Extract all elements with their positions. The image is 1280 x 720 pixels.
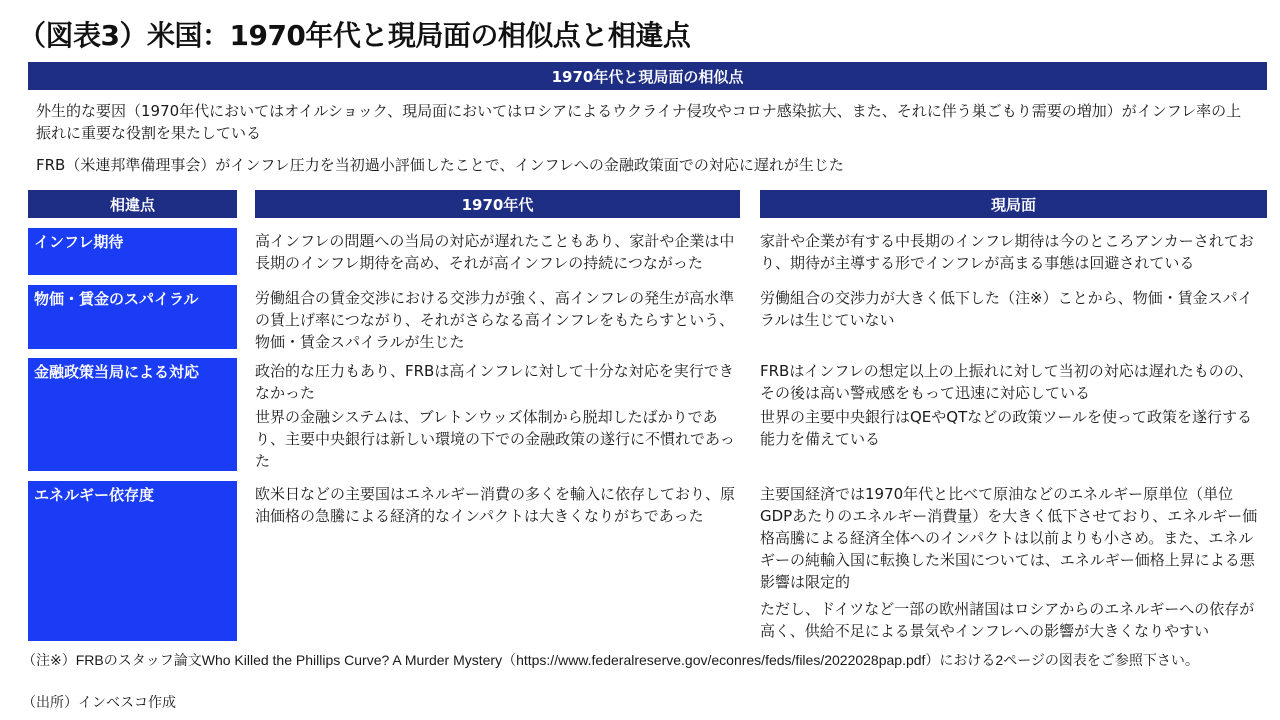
differences-column-header: 相違点 <box>28 190 237 218</box>
cell-current: 家計や企業が有する中長期のインフレ期待は今のところアンカーされており、期待が主導する形でインフレが高まる事態は回避されている <box>760 232 1254 272</box>
cell-current: 世界の主要中央銀行はQEやQTなどの政策ツールを使って政策を遂行する能力を備えている <box>760 408 1252 448</box>
current-column-header: 現局面 <box>760 190 1267 218</box>
cell-1970s: 世界の金融システムは、ブレトンウッズ体制から脱却したばかりであり、主要中央銀行は新しい環境の下での金融政策の遂行に不慣れであった <box>255 408 735 470</box>
footnote: （注※）FRBのスタッフ論文Who Killed the Phillips Curve? A Murder Mystery（https://www.federalreserve.gov/econres/feds/files/2022028pap.pdf）における2ページの図表をご参照下さい。 <box>22 652 1199 668</box>
similarity-item: 外生的な要因（1970年代においてはオイルショック、現局面においてはロシアによるウクライナ侵攻やコロナ感染拡大、また、それに伴う巣ごもり需要の増加）がインフレ率の上振れに重要な役割を果たしている <box>36 102 1242 142</box>
cell-current: FRBはインフレの想定以上の上振れに対して当初の対応は遅れたものの、その後は高い警戒感をもって迅速に対応している <box>760 362 1254 402</box>
cell-current: ただし、ドイツなど一部の欧州諸国はロシアからのエネルギーへの依存が高く、供給不足による景気やインフレへの影響が大きくなりやすい <box>760 600 1255 640</box>
page-title: （図表3）米国：1970年代と現局面の相似点と相違点 <box>18 19 691 52</box>
cell-current: 労働組合の交渉力が大きく低下した（注※）ことから、物価・賃金スパイラルは生じていない <box>760 289 1253 329</box>
cell-1970s: 欧米日などの主要国はエネルギー消費の多くを輸入に依存しており、原油価格の急騰による経済的なインパクトは大きくなりがちであった <box>255 485 736 525</box>
row-label-price-wage-spiral: 物価・賃金のスパイラル <box>28 285 237 349</box>
1970s-column-header: 1970年代 <box>255 190 740 218</box>
source-note: （出所）インベスコ作成 <box>22 694 176 710</box>
similarity-item: FRB（米連邦準備理事会）がインフレ圧力を当初過小評価したことで、インフレへの金融政策面での対応に遅れが生じた <box>36 156 844 174</box>
cell-1970s: 政治的な圧力もあり、FRBは高インフレに対して十分な対応を実行できなかった <box>255 362 734 402</box>
cell-1970s: 労働組合の賃金交渉における交渉力が強く、高インフレの発生が高水準の賃上げ率につながり、それがさらなる高インフレをもたらすという、物価・賃金スパイラルが生じた <box>255 289 735 351</box>
similarities-header: 1970年代と現局面の相似点 <box>28 62 1267 90</box>
row-label-policy-response: 金融政策当局による対応 <box>28 358 237 471</box>
cell-1970s: 高インフレの問題への当局の対応が遅れたこともあり、家計や企業は中長期のインフレ期待を高め、それが高インフレの持続につながった <box>255 232 735 272</box>
row-label-energy-dependence: エネルギー依存度 <box>28 481 237 641</box>
cell-current: 主要国経済では1970年代と比べて原油などのエネルギー原単位（単位GDPあたりのエネルギー消費量）を大きく低下させており、エネルギー価格高騰による経済全体へのインパクトは以前よりも小さめ。また、エネルギーの純輸入国に転換した米国については、エネルギー価格上昇による悪影響は限定的 <box>760 485 1258 591</box>
row-label-inflation-expectations: インフレ期待 <box>28 228 237 275</box>
